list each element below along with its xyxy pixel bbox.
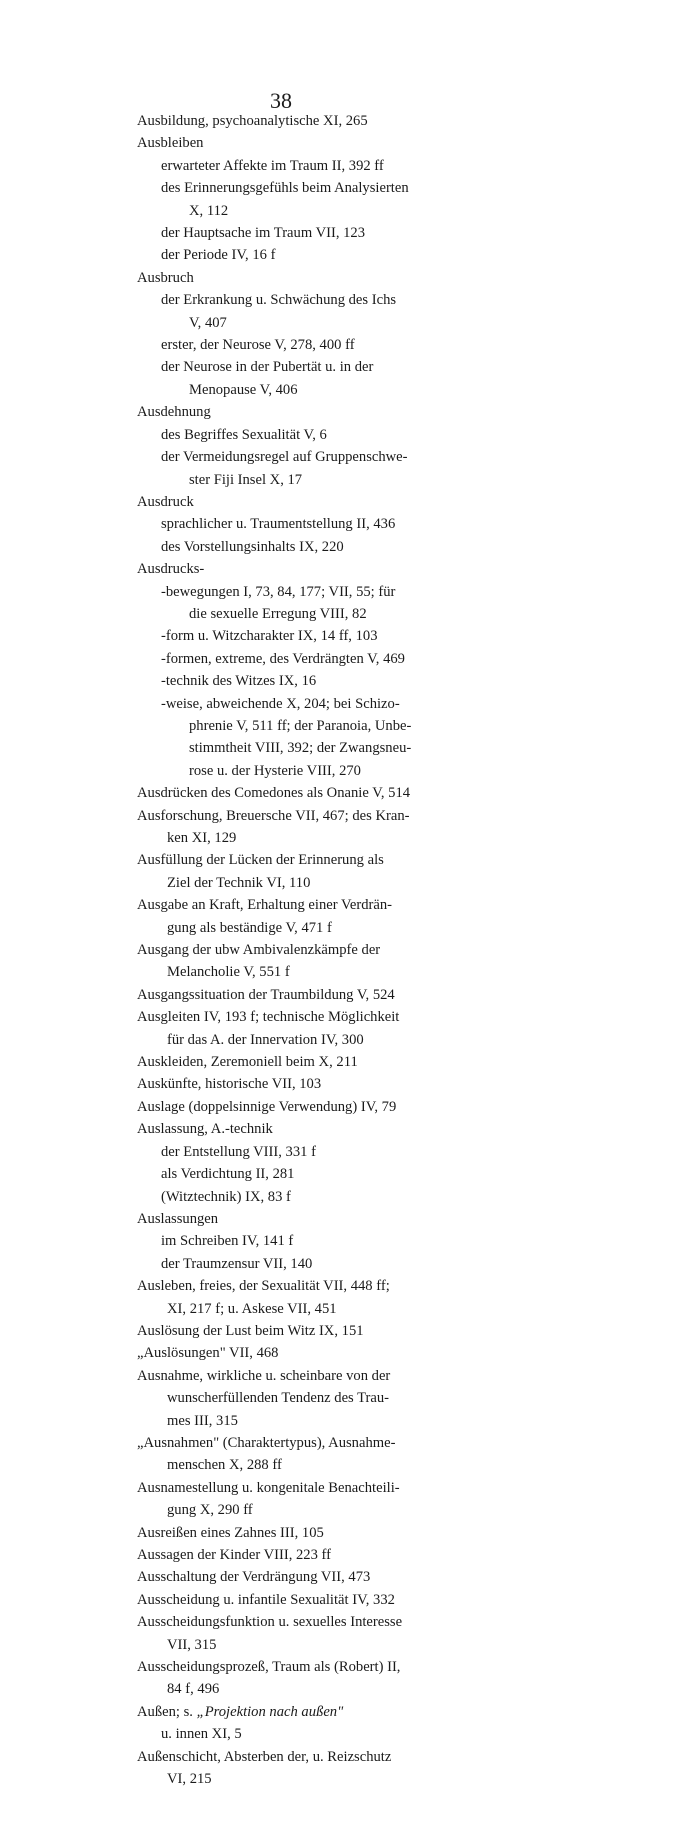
index-line: Auskleiden, Zeremoniell beim X, 211	[137, 1054, 358, 1071]
index-line: Ausbildung, psychoanalytische XI, 265	[137, 113, 368, 129]
index-line: Ausleben, freies, der Sexualität VII, 448 ff;	[137, 1278, 390, 1295]
index-line: ken XI, 129	[167, 830, 237, 846]
index-line: -formen, extreme, des Verdrängten V, 469	[161, 650, 405, 667]
index-line: erwarteter Affekte im Traum II, 392 ff	[161, 157, 384, 174]
index-line: „Ausnahmen" (Charaktertypus), Ausnahme-	[137, 1434, 396, 1451]
index-line: Ausnamestellung u. kongenitale Benachteili-	[137, 1479, 400, 1496]
index-line: VII, 315	[167, 1636, 217, 1653]
index-line: „Auslösungen" VII, 468	[137, 1345, 279, 1362]
index-line: phrenie V, 511 ff; der Paranoia, Unbe-	[189, 717, 412, 734]
index-line: Ausdrucks-	[137, 561, 205, 578]
index-line: Ausbruch	[137, 269, 194, 286]
index-line: der Vermeidungsregel auf Gruppenschwe-	[161, 449, 408, 466]
index-line: Ausdruck	[137, 493, 194, 510]
index-line: Ausfüllung der Lücken der Erinnerung als	[137, 852, 384, 869]
index-line: der Traumzensur VII, 140	[161, 1255, 313, 1272]
index-line: des Vorstellungsinhalts IX, 220	[161, 538, 344, 555]
index-line: Auslassung, A.-technik	[137, 1121, 273, 1138]
index-line: der Neurose in der Pubertät u. in der	[161, 359, 374, 376]
index-column	[137, 110, 557, 1790]
index-line: Ziel der Technik VI, 110	[167, 874, 311, 891]
index-line: Auslösung der Lust beim Witz IX, 151	[137, 1322, 364, 1339]
index-line: der Hauptsache im Traum VII, 123	[161, 225, 366, 242]
index-line: XI, 217 f; u. Askese VII, 451	[167, 1300, 337, 1317]
index-line: Ausreißen eines Zahnes III, 105	[137, 1524, 324, 1541]
index-line: Ausscheidungsprozeß, Traum als (Robert) II,	[137, 1659, 401, 1676]
index-line: der Erkrankung u. Schwächung des Ichs	[161, 292, 397, 309]
index-line: der Entstellung VIII, 331 f	[161, 1143, 316, 1160]
index-line: der Periode IV, 16 f	[161, 247, 276, 264]
index-line: stimmtheit VIII, 392; der Zwangsneu-	[189, 740, 412, 757]
index-line: sprachlicher u. Traumentstellung II, 436	[161, 516, 396, 533]
index-line: Ausscheidung u. infantile Sexualität IV, 332	[137, 1591, 395, 1608]
index-line	[137, 1701, 557, 1723]
index-line: gung als beständige V, 471 f	[167, 919, 332, 936]
index-line: Melancholie V, 551 f	[167, 964, 290, 981]
index-line: Aussagen der Kinder VIII, 223 ff	[137, 1547, 331, 1563]
index-line-text: Außen; s.	[137, 1703, 197, 1720]
index-line: -weise, abweichende X, 204; bei Schizo-	[161, 695, 400, 712]
index-line: gung X, 290 ff	[167, 1502, 253, 1519]
index-line-italic: „Projektion nach außen"	[196, 1703, 344, 1720]
page-number: 38	[270, 88, 292, 113]
index-line: Menopause V, 406	[189, 381, 298, 398]
index-line: als Verdichtung II, 281	[161, 1166, 295, 1183]
index-line: die sexuelle Erregung VIII, 82	[189, 605, 367, 622]
index-line: V, 407	[189, 314, 227, 331]
index-line: ster Fiji Insel X, 17	[189, 471, 303, 488]
index-line: Ausgangssituation der Traumbildung V, 524	[137, 986, 395, 1003]
index-line: menschen X, 288 ff	[167, 1457, 282, 1474]
index-line: Ausgang der ubw Ambivalenzkämpfe der	[137, 942, 381, 959]
index-line: erster, der Neurose V, 278, 400 ff	[161, 337, 355, 354]
index-line: Ausdehnung	[137, 404, 211, 421]
index-line: des Begriffes Sexualität V, 6	[161, 426, 327, 443]
index-line: mes III, 315	[167, 1412, 238, 1429]
index-line: Ausnahme, wirkliche u. scheinbare von der	[137, 1367, 391, 1384]
index-line: -bewegungen I, 73, 84, 177; VII, 55; für	[161, 583, 396, 600]
index-line: Ausbleiben	[137, 135, 204, 152]
index-line: Ausscheidungsfunktion u. sexuelles Interesse	[137, 1614, 403, 1631]
index-line: Außenschicht, Absterben der, u. Reizschutz	[137, 1748, 392, 1765]
index-line: u. innen XI, 5	[161, 1726, 242, 1743]
index-line: Ausforschung, Breuersche VII, 467; des Kran-	[137, 807, 410, 824]
index-line: VI, 215	[167, 1771, 212, 1788]
index-line: Ausdrücken des Comedones als Onanie V, 514	[137, 785, 411, 802]
index-line: -technik des Witzes IX, 16	[161, 673, 317, 690]
index-line: rose u. der Hysterie VIII, 270	[189, 762, 361, 779]
index-line: Auslassungen	[137, 1210, 219, 1227]
index-line: Auslage (doppelsinnige Verwendung) IV, 79	[137, 1098, 397, 1115]
index-line: im Schreiben IV, 141 f	[161, 1233, 294, 1250]
index-line: 84 f, 496	[167, 1681, 220, 1698]
index-line: Auskünfte, historische VII, 103	[137, 1076, 322, 1093]
index-line: X, 112	[189, 202, 229, 219]
index-line: Ausschaltung der Verdrängung VII, 473	[137, 1569, 371, 1586]
index-line: (Witztechnik) IX, 83 f	[161, 1188, 291, 1205]
index-line: -form u. Witzcharakter IX, 14 ff, 103	[161, 628, 378, 645]
index-line: wunscherfüllenden Tendenz des Trau-	[167, 1390, 390, 1407]
index-line: Ausgabe an Kraft, Erhaltung einer Verdrän-	[137, 897, 393, 914]
index-line: Ausgleiten IV, 193 f; technische Möglichkeit	[137, 1009, 400, 1026]
index-line: des Erinnerungsgefühls beim Analysierten	[161, 180, 409, 197]
index-line: für das A. der Innervation IV, 300	[167, 1031, 364, 1048]
